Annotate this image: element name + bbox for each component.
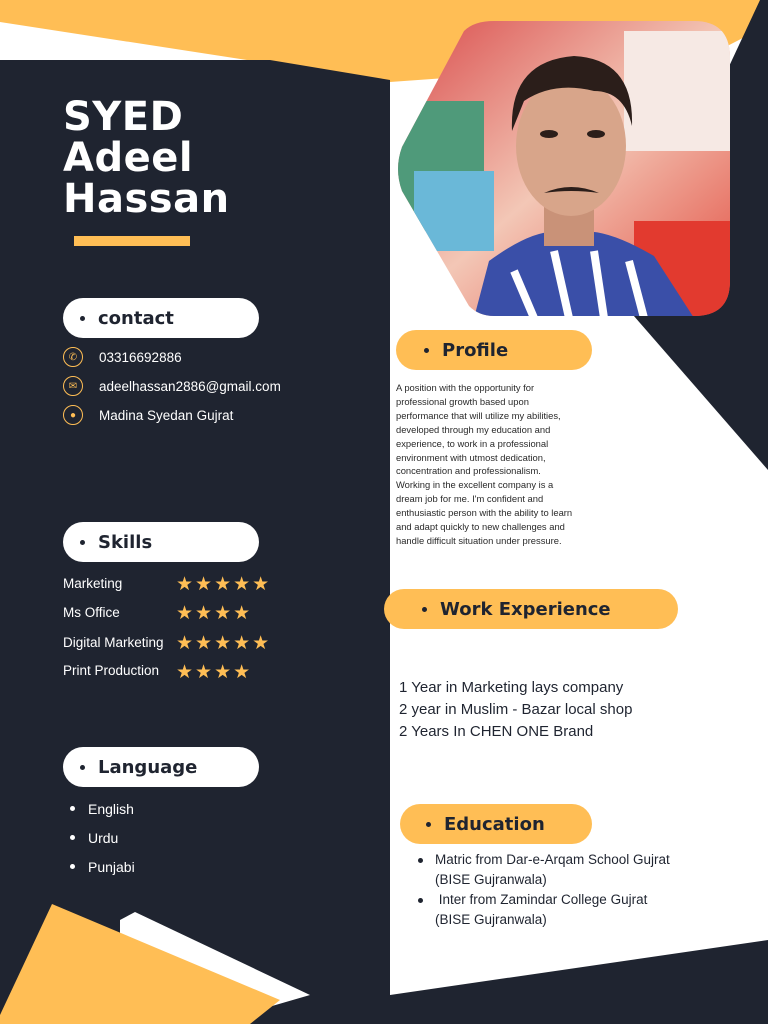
contact-heading: contact — [98, 307, 174, 329]
list-bullet — [70, 806, 75, 811]
education-heading: Education — [444, 813, 545, 835]
skill-stars: ★★★★★ — [176, 632, 272, 654]
profile-line: Working in the excellent company is a — [396, 479, 554, 491]
education-line: (BISE Gujranwala) — [435, 872, 547, 887]
language-heading: Language — [98, 756, 198, 778]
name-line-2: Adeel — [63, 135, 194, 181]
profile-line: environment with utmost dedication, — [396, 451, 546, 463]
contact-email — [63, 376, 281, 396]
skill-label: Ms Office — [63, 605, 120, 620]
contact-address — [63, 405, 233, 425]
work-heading-pill — [384, 589, 678, 629]
skill-label: Marketing — [63, 576, 123, 591]
profile-line: A position with the opportunity for — [396, 382, 535, 393]
skill-label: Print Production — [63, 663, 160, 678]
profile-line: dream job for me. I'm confident and — [396, 493, 544, 505]
address-text: Madina Syedan Gujrat — [99, 407, 234, 423]
language-list — [70, 794, 135, 881]
heading-bullet — [426, 822, 431, 827]
contact-heading-pill — [63, 298, 259, 338]
education-line: Inter from Zamindar College Gujrat — [435, 892, 648, 907]
education-heading-pill — [400, 804, 592, 844]
full-name — [63, 94, 230, 222]
education-line: (BISE Gujranwala) — [435, 912, 547, 927]
education-line: Matric from Dar-e-Arqam School Gujrat — [435, 852, 670, 867]
profile-line: professional growth based upon — [396, 395, 529, 407]
contact-phone — [63, 347, 182, 367]
mail-icon: ✉ — [63, 376, 83, 396]
profile-photo — [394, 21, 733, 318]
profile-heading-pill — [396, 330, 592, 370]
name-line-3: Hassan — [63, 176, 230, 222]
location-pin-icon: ● — [63, 405, 83, 425]
language-heading-pill — [63, 747, 259, 787]
heading-bullet — [424, 348, 429, 353]
skill-label: Digital Marketing — [63, 635, 164, 650]
name-line-1: SYED — [63, 94, 184, 140]
heading-bullet — [422, 607, 427, 612]
list-bullet — [70, 835, 75, 840]
profile-line: and adapt quickly to new challenges and — [396, 521, 565, 533]
list-item — [70, 823, 135, 852]
name-underline — [74, 236, 190, 246]
profile-line: handle difficult situation under pressure. — [396, 534, 562, 546]
list-item — [418, 850, 670, 890]
profile-line: performance that will utilize my abilities, — [396, 409, 561, 421]
language-item: Punjabi — [88, 858, 135, 875]
skill-stars: ★★★★★ — [176, 573, 272, 595]
profile-line: enthusiastic person with the ability to learn — [396, 507, 573, 519]
list-item — [70, 794, 135, 823]
heading-bullet — [80, 765, 85, 770]
list-item: 2 Years In CHEN ONE Brand — [399, 723, 594, 740]
education-list — [418, 850, 670, 930]
heading-bullet — [80, 316, 85, 321]
profile-heading: Profile — [442, 339, 509, 361]
phone-icon: ✆ — [63, 347, 83, 367]
language-item: English — [88, 800, 134, 817]
profile-summary — [396, 381, 602, 548]
profile-line: concentration and professionalism. — [396, 465, 541, 477]
list-item: 1 Year in Marketing lays company — [399, 679, 624, 696]
list-bullet — [70, 864, 75, 869]
heading-bullet — [80, 540, 85, 545]
profile-line: experience, to work in a professional — [396, 437, 549, 449]
list-item: 2 year in Muslim - Bazar local shop — [399, 701, 633, 718]
list-item — [70, 852, 135, 881]
list-bullet — [418, 858, 423, 863]
skill-stars: ★★★★ — [176, 661, 253, 683]
language-item: Urdu — [88, 829, 119, 846]
skills-heading: Skills — [98, 531, 153, 553]
work-heading: Work Experience — [440, 598, 611, 620]
profile-line: developed through my education and — [396, 423, 551, 435]
work-experience-list — [399, 677, 632, 743]
phone-text: 03316692886 — [99, 349, 182, 365]
list-bullet — [418, 898, 423, 903]
email-text: adeelhassan2886@gmail.com — [99, 378, 281, 394]
skill-stars: ★★★★ — [176, 602, 253, 624]
skills-heading-pill — [63, 522, 259, 562]
list-item — [418, 890, 670, 930]
